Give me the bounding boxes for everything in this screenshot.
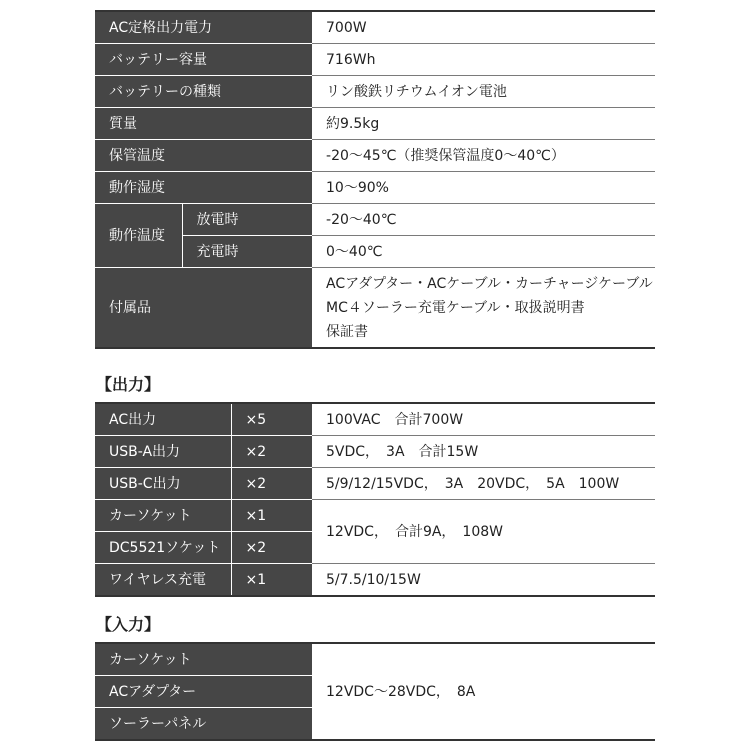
spec-value: -20〜45℃（推奨保管温度0〜40℃） xyxy=(312,140,655,172)
output-value: 12VDC， 合計9A， 108W xyxy=(312,500,655,564)
output-qty: ×1 xyxy=(231,564,312,597)
output-qty: ×2 xyxy=(231,436,312,468)
output-heading: 【出力】 xyxy=(96,375,161,394)
accessories-value xyxy=(312,268,655,349)
output-value: 5VDC， 3A 合計15W xyxy=(312,436,655,468)
spec-value: -20〜40℃ xyxy=(312,204,655,236)
output-label: カーソケット xyxy=(95,500,231,532)
spec-value: 0〜40℃ xyxy=(312,236,655,268)
spec-label: 保管温度 xyxy=(95,140,312,172)
spec-label: 質量 xyxy=(95,108,312,140)
table-row xyxy=(95,436,655,468)
input-heading: 【入力】 xyxy=(96,615,161,634)
spec-label: 動作温度 xyxy=(95,204,182,268)
output-label: USB-A出力 xyxy=(95,436,231,468)
output-value: 100VAC 合計700W xyxy=(312,403,655,436)
output-label: DC5521ソケット xyxy=(95,532,231,564)
output-qty: ×2 xyxy=(231,468,312,500)
table-row xyxy=(95,268,655,349)
output-qty: ×1 xyxy=(231,500,312,532)
table-row xyxy=(95,44,655,76)
table-row xyxy=(95,500,655,532)
spec-label: バッテリー容量 xyxy=(95,44,312,76)
table-row xyxy=(95,643,655,676)
spec-table xyxy=(95,10,655,349)
accessory-line: 保証書 xyxy=(326,323,369,340)
table-row xyxy=(95,468,655,500)
table-row xyxy=(95,108,655,140)
spec-value: 700W xyxy=(312,11,655,44)
spec-value: 10〜90% xyxy=(312,172,655,204)
table-row xyxy=(95,11,655,44)
spec-label: バッテリーの種類 xyxy=(95,76,312,108)
spec-value: 約9.5kg xyxy=(312,108,655,140)
spec-value: リン酸鉄リチウムイオン電池 xyxy=(312,76,655,108)
spec-value: 716Wh xyxy=(312,44,655,76)
table-row xyxy=(95,76,655,108)
accessory-line: ACアダプター・ACケーブル・カーチャージケーブル xyxy=(326,275,653,292)
output-qty: ×5 xyxy=(231,403,312,436)
spec-sublabel: 放電時 xyxy=(182,204,312,236)
output-label: USB-C出力 xyxy=(95,468,231,500)
accessory-line: MC４ソーラー充電ケーブル・取扱説明書 xyxy=(326,299,585,316)
output-value: 5/9/12/15VDC， 3A 20VDC， 5A 100W xyxy=(312,468,655,500)
output-value: 5/7.5/10/15W xyxy=(312,564,655,597)
table-row xyxy=(95,140,655,172)
output-table xyxy=(95,402,655,597)
input-label: ACアダプター xyxy=(95,676,312,708)
table-row xyxy=(95,204,655,236)
output-qty: ×2 xyxy=(231,532,312,564)
output-label: ワイヤレス充電 xyxy=(95,564,231,597)
spec-label: AC定格出力電力 xyxy=(95,11,312,44)
input-value: 12VDC〜28VDC， 8A xyxy=(312,643,655,740)
input-label: ソーラーパネル xyxy=(95,708,312,741)
output-label: AC出力 xyxy=(95,403,231,436)
table-row xyxy=(95,172,655,204)
spec-label: 動作湿度 xyxy=(95,172,312,204)
table-row xyxy=(95,564,655,597)
input-label: カーソケット xyxy=(95,643,312,676)
table-row xyxy=(95,403,655,436)
input-table xyxy=(95,642,655,741)
spec-label: 付属品 xyxy=(95,268,312,349)
spec-sublabel: 充電時 xyxy=(182,236,312,268)
